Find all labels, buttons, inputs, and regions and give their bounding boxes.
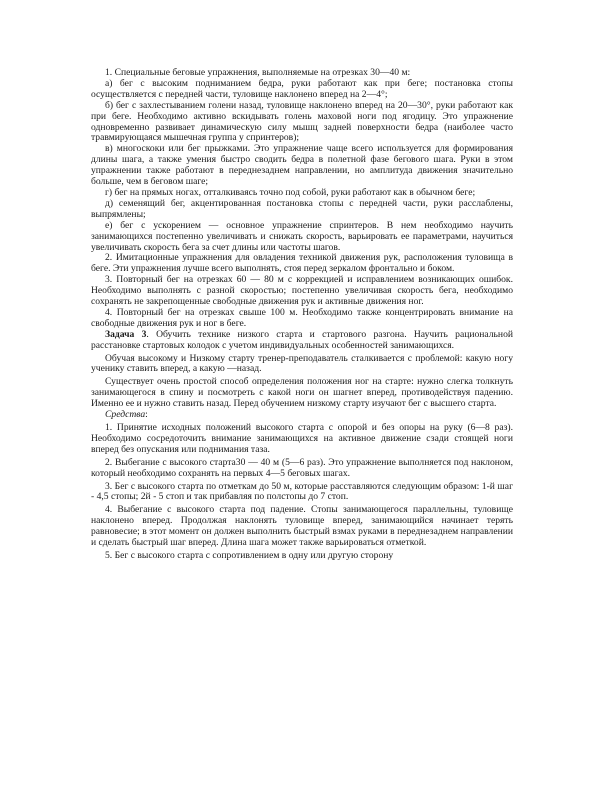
means-heading — [91, 410, 513, 421]
means-item: 2. Выбегание с высокого старта30 — 40 м (5—6 раз). Это упражнение выполняется под наклоном, который необходимо сохранять на первых 4—5 беговых шагах. — [91, 456, 513, 479]
paragraph: а) бег с высоким подниманием бедра, руки работают как при беге; постановка стопы осуществляется с передней части, туловище наклонено вперед на 2—4°; — [91, 77, 513, 100]
means-item: 1. Принятие исходных положений высокого старта с опорой и без опоры на руку (6—8 раз). Необходимо сосредоточить внимание занимающихся на активное движение сзади стоящей ноги вперед без опускания или поднимания таза. — [91, 422, 513, 455]
document-page — [91, 68, 513, 562]
means-label: Средства — [105, 409, 146, 421]
paragraph: 4. Повторный бег на отрезках свыше 100 м. Необходимо также концентрировать внимание на свободные движения рук и ног в беге. — [91, 306, 513, 329]
task-text: . Обучить технике низкого старта и стартового разгона. Научить рациональной расстановке стартовых колодок с учетом индивидуальных особенностей занимающихся. — [91, 328, 513, 351]
paragraph: 3. Повторный бег на отрезках 60 — 80 м с коррекцией и исправлением возникающих ошибок. Необходимо выполнять с разной скоростью; постепенно увеличивая скорость бега, необходимо сохранять не закрепощенные свободные движения рук и активные движения ног. — [91, 274, 513, 308]
task-label: Задача 3 — [105, 328, 147, 340]
means-item: 5. Бег с высокого старта с сопротивлением в одну или другую сторону — [105, 549, 394, 561]
paragraph: б) бег с захлестыванием голени назад, туловище наклонено вперед на 20—30°, руки работают как при беге. Необходимо активно вскидывать голень маховой ноги под ягодицу. Это упражнение одновременно развивает динамическую силу мышц задней поверхности бедра (наиболее часто травмирующаяся мышечная группа у спринтеров); — [91, 99, 513, 144]
paragraph: в) многоскоки или бег прыжками. Это упражнение чаще всего используется для формирования длины шага, а также умения быстро сводить бедра в полетной фазе бегового шага. Руки в этом упражнении также работают в переднезаднем направлении, но амплитуда движения значительно больше, чем в беговом шаге; — [91, 143, 513, 188]
task-paragraph — [91, 330, 513, 352]
means-item: 3. Бег с высокого старта по отметкам до 50 м, которые расставляются следующим образом: 1-й шаг - 4,5 стопы; 2й - 5 стоп и так прибавляя по полстопы до 7 стоп. — [91, 480, 513, 503]
paragraph: 2. Имитационные упражнения для овладения техникой движения рук, расположения туловища в беге. Эти упражнения лучше всего выполнять, стоя перед зеркалом фронтально и боком. — [91, 252, 513, 275]
paragraph: г) бег на прямых ногах, отталкиваясь точно под собой, руки работают как в обычном беге; — [105, 186, 476, 198]
means-item: 4. Выбегание с высокого старта под падение. Стопы занимающегося параллельны, туловище наклонено вперед. Продолжая наклонять туловище вперед, занимающийся начинает терять равновесие; в этот момент он должен выполнить быстрый взмах руками в переднезаднем направлении и сделать быстрый шаг вперед. Длина шага может также варьироваться отметкой. — [91, 504, 513, 549]
paragraph: Обучая высокому и Низкому старту тренер-преподаватель сталкивается с проблемой: какую ногу ученику ставить вперед, а какую —назад. — [91, 352, 513, 375]
paragraph: Существует очень простой способ определения положения ног на старте: нужно слегка толкнуть занимающегося в спину и посмотреть с какой ноги он шагнет вперед, противодействуя падению. Именно ее и нужно ставить назад. Перед обучением низкому старту изучают бег с высшего старта. — [91, 376, 513, 410]
paragraph: д) семенящий бег, акцентированная постановка стопы с передней части, руки расслаблены, выпрямлены; — [91, 197, 513, 220]
means-colon: : — [145, 409, 148, 421]
paragraph: 1. Специальные беговые упражнения, выполняемые на отрезках 30—40 м: — [105, 67, 411, 78]
paragraph: е) бег с ускорением — основное упражнение спринтеров. В нем необходимо научить занимающихся постепенно увеличивать и снижать скорость, варьировать ее параметрами, научиться увеличивать скорость бега за счет длины или частоты шагов. — [91, 219, 513, 253]
